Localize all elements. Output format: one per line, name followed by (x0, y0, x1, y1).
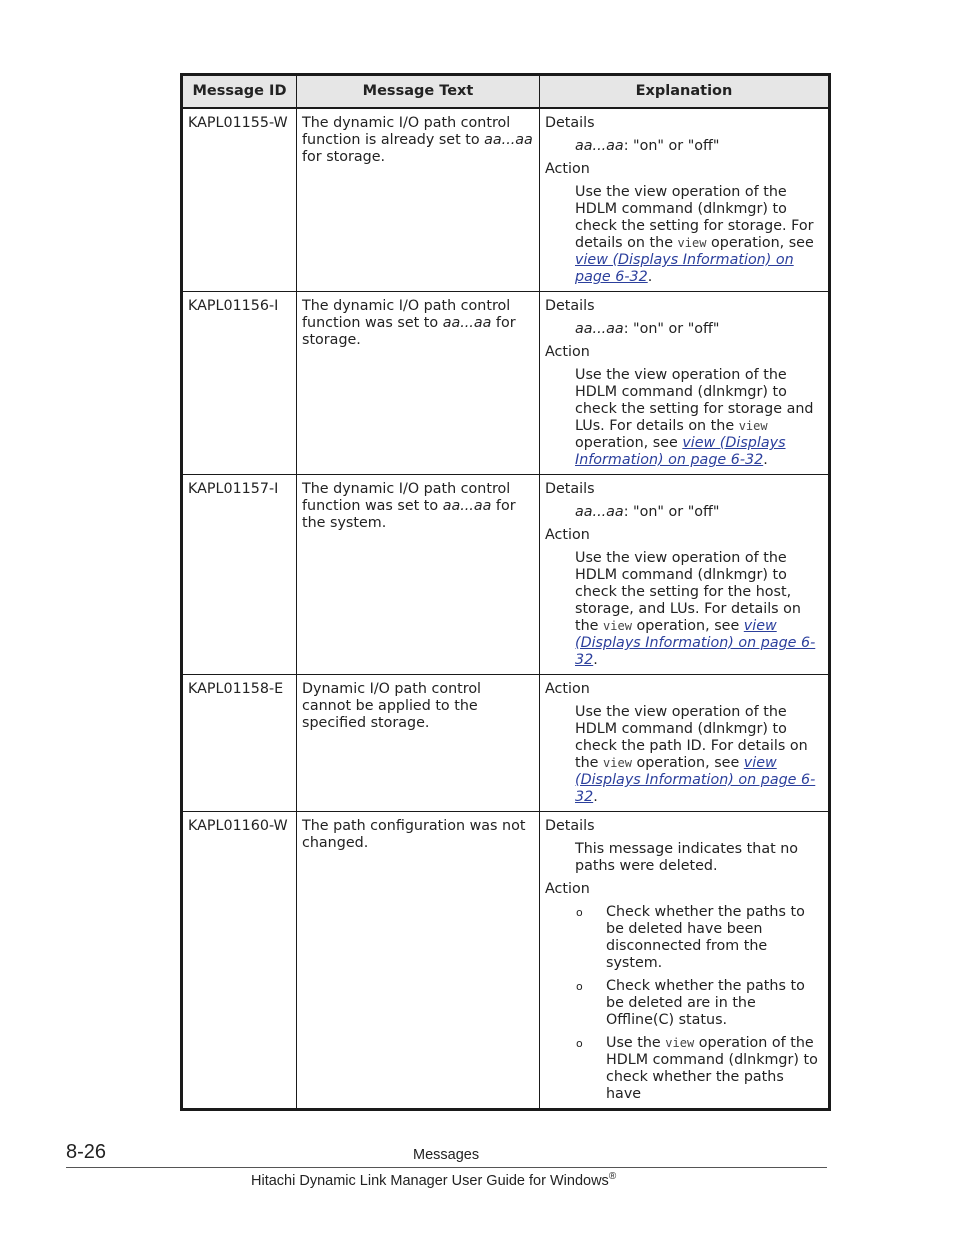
code-view: view (603, 756, 632, 770)
action-text: Use the view operation of the HDLM command (dlnkmgr) to check the path ID. For details on the view operation, see view (Displays Information) on page 6-32. (575, 704, 816, 805)
details-text: This message indicates that no paths were deleted. (575, 841, 799, 874)
message-id: KAPL01156-I (182, 292, 297, 475)
table-header-row (182, 75, 830, 109)
details-label: Details (545, 481, 595, 497)
bullet-circle-icon: o (576, 980, 583, 993)
table-row (182, 475, 830, 675)
header-explanation: Explanation (540, 75, 830, 109)
variable: aa...aa (484, 132, 533, 148)
table-row (182, 812, 830, 1110)
message-id: KAPL01160-W (182, 812, 297, 1110)
message-text: Dynamic I/O path control cannot be applied to the specified storage. (297, 675, 540, 812)
table-row (182, 675, 830, 812)
explanation (540, 812, 830, 1110)
action-text: Use the view operation of the HDLM command (dlnkmgr) to check the setting for the host, storage, and LUs. For details on the view operation, see view (Displays Information) on page 6-32. (575, 550, 816, 668)
bullet-item: o Check whether the paths to be deleted are in the Offline(C) status. (576, 978, 805, 1028)
action-label: Action (545, 161, 590, 177)
table-row (182, 292, 830, 475)
document-title: Hitachi Dynamic Link Manager User Guide for Windows® (251, 1171, 617, 1189)
explanation (540, 475, 830, 675)
page-number: 8-26 (66, 1141, 107, 1163)
explanation (540, 292, 830, 475)
message-id: KAPL01155-W (182, 108, 297, 292)
header-message-text: Message Text (297, 75, 540, 109)
action-text: Use the view operation of the HDLM command (dlnkmgr) to check the setting for storage and LUs. For details on the view operation, see view (Displays Information) on page 6-32. (575, 367, 814, 468)
variable: aa...aa (442, 498, 492, 514)
header-message-id: Message ID (182, 75, 297, 109)
variable: aa...aa (442, 315, 492, 331)
footer-divider (66, 1167, 827, 1168)
message-id: KAPL01158-E (182, 675, 297, 812)
bullet-circle-icon: o (576, 906, 583, 919)
messages-table (180, 73, 831, 1111)
message-text: The dynamic I/O path control function was set to aa...aa for storage. (297, 292, 540, 475)
table-row (182, 108, 830, 292)
details-value: aa...aa: "on" or "off" (575, 504, 720, 520)
code-view: view (738, 419, 768, 433)
action-text: Use the view operation of the HDLM command (dlnkmgr) to check the setting for storage. For details on the view operation, see view (Displays Information) on page 6-32. (575, 184, 814, 285)
action-label: Action (545, 681, 590, 697)
details-label: Details (545, 115, 595, 131)
section-name: Messages (413, 1147, 480, 1163)
bullet-item: o Check whether the paths to be deleted have been disconnected from the system. (576, 904, 805, 971)
action-label: Action (545, 881, 590, 897)
details-label: Details (545, 818, 595, 834)
action-label: Action (545, 344, 590, 360)
action-label: Action (545, 527, 590, 543)
message-text: The dynamic I/O path control function was set to aa...aa for the system. (297, 475, 540, 675)
code-view: view (665, 1036, 695, 1050)
xref-link[interactable]: view (Displays Information) on page 6-32 (575, 435, 786, 468)
message-text: The path configuration was not changed. (297, 812, 540, 1110)
details-value: aa...aa: "on" or "off" (575, 321, 720, 337)
code-view: view (677, 236, 707, 250)
explanation (540, 108, 830, 292)
code-view: view (603, 619, 632, 633)
message-id: KAPL01157-I (182, 475, 297, 675)
bullet-circle-icon: o (576, 1037, 583, 1050)
registered-mark: ® (608, 1171, 617, 1182)
details-value: aa...aa: "on" or "off" (575, 138, 720, 154)
xref-link[interactable]: view (Displays Information) on page 6-32 (575, 618, 816, 668)
message-text: The dynamic I/O path control function is already set to aa...aa for storage. (297, 108, 540, 292)
explanation (540, 675, 830, 812)
xref-link[interactable]: view (Displays Information) on page 6-32 (575, 755, 816, 805)
details-label: Details (545, 298, 595, 314)
xref-link[interactable]: view (Displays Information) on page 6-32 (575, 252, 794, 285)
bullet-item: o Use the view operation of the HDLM command (dlnkmgr) to check whether the paths have (576, 1035, 818, 1102)
